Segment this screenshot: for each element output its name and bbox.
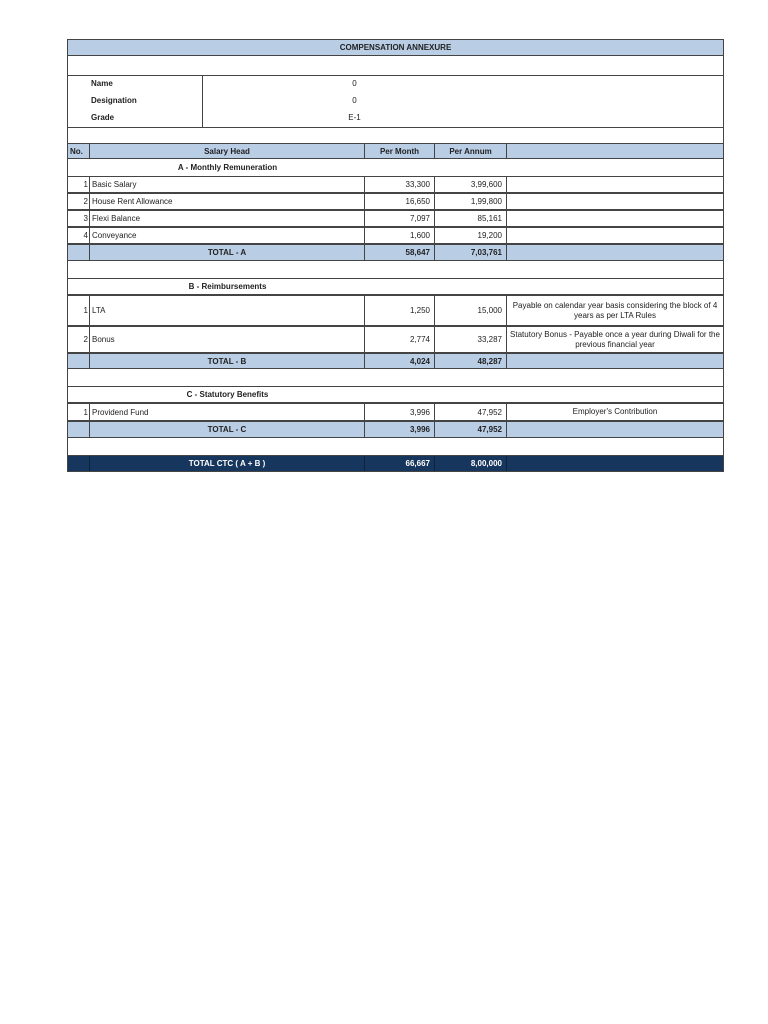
per-annum-value: 1,99,800 [435,194,507,209]
total-b-per-month: 4,024 [365,354,435,368]
info-value-col [202,76,507,127]
per-month-value: 1,250 [365,296,435,325]
salary-head: Basic Salary [90,177,365,192]
section-c-title-row [67,386,724,403]
salary-head: Bonus [90,327,365,352]
remark [507,194,723,209]
per-annum-value: 85,161 [435,211,507,226]
per-month-value: 1,600 [365,228,435,243]
per-annum-value: 47,952 [435,404,507,420]
col-header-per-annum: Per Annum [435,144,507,158]
table-row [67,210,724,227]
table-row [67,193,724,210]
per-annum-value: 33,287 [435,327,507,352]
per-annum-value: 3,99,600 [435,177,507,192]
spacer-row [67,438,724,455]
total-a-label: TOTAL - A [90,245,365,260]
section-a-title-row [67,159,724,176]
section-c-title: C - Statutory Benefits [186,390,269,399]
salary-head: House Rent Allowance [90,194,365,209]
total-c-per-annum: 47,952 [435,422,507,437]
row-number: 1 [68,296,90,325]
compensation-sheet [67,39,724,472]
per-month-value: 16,650 [365,194,435,209]
salary-head: Flexi Balance [90,211,365,226]
total-b-row [67,353,724,369]
per-month-value: 3,996 [365,404,435,420]
remark: Payable on calendar year basis considering the block of 4 years as per LTA Rules [512,300,718,320]
info-label-col [68,76,203,127]
row-number: 2 [68,327,90,352]
sheet-title: COMPENSATION ANNEXURE [339,43,452,52]
salary-head: LTA [90,296,365,325]
per-month-value: 2,774 [365,327,435,352]
per-month-value: 7,097 [365,211,435,226]
section-a-title: A - Monthly Remuneration [177,163,278,172]
row-number: 2 [68,194,90,209]
remark [507,211,723,226]
total-a-per-annum: 7,03,761 [435,245,507,260]
grade-label: Grade [91,113,115,122]
employee-info [67,75,724,128]
grand-total-per-annum: 8,00,000 [435,456,507,471]
designation-label: Designation [91,96,137,105]
grand-total-row [67,455,724,472]
remark [507,177,723,192]
total-c-label: TOTAL - C [90,422,365,437]
name-value: 0 [352,79,357,88]
table-row [67,227,724,244]
table-row [67,403,724,421]
row-number: 3 [68,211,90,226]
remark: Employer's Contribution [572,407,658,416]
per-annum-value: 15,000 [435,296,507,325]
row-number: 1 [68,177,90,192]
per-annum-value: 19,200 [435,228,507,243]
salary-head: Conveyance [90,228,365,243]
name-label: Name [91,79,113,88]
total-a-row [67,244,724,261]
title-row [67,39,724,56]
col-header-no: No. [68,144,90,158]
col-header-per-month: Per Month [365,144,435,158]
spacer-row [67,128,724,143]
table-row [67,295,724,326]
col-header-salary-head: Salary Head [90,144,365,158]
per-month-value: 33,300 [365,177,435,192]
section-b-title: B - Reimbursements [188,282,267,291]
total-b-per-annum: 48,287 [435,354,507,368]
grade-value: E-1 [348,113,361,122]
spacer-row [67,56,724,75]
grand-total-label: TOTAL CTC ( A + B ) [90,456,365,471]
row-number: 4 [68,228,90,243]
salary-head: Providend Fund [90,404,365,420]
remark: Statutory Bonus - Payable once a year during Diwali for the previous financial year [510,329,720,349]
total-c-per-month: 3,996 [365,422,435,437]
total-b-label: TOTAL - B [90,354,365,368]
total-c-row [67,421,724,438]
table-row [67,326,724,353]
row-number: 1 [68,404,90,420]
section-b-title-row [67,278,724,295]
spacer-row [67,261,724,278]
table-row [67,176,724,193]
total-a-per-month: 58,647 [365,245,435,260]
designation-value: 0 [352,96,357,105]
grand-total-per-month: 66,667 [365,456,435,471]
column-header-row [67,143,724,159]
remark [507,228,723,243]
spacer-row [67,369,724,386]
